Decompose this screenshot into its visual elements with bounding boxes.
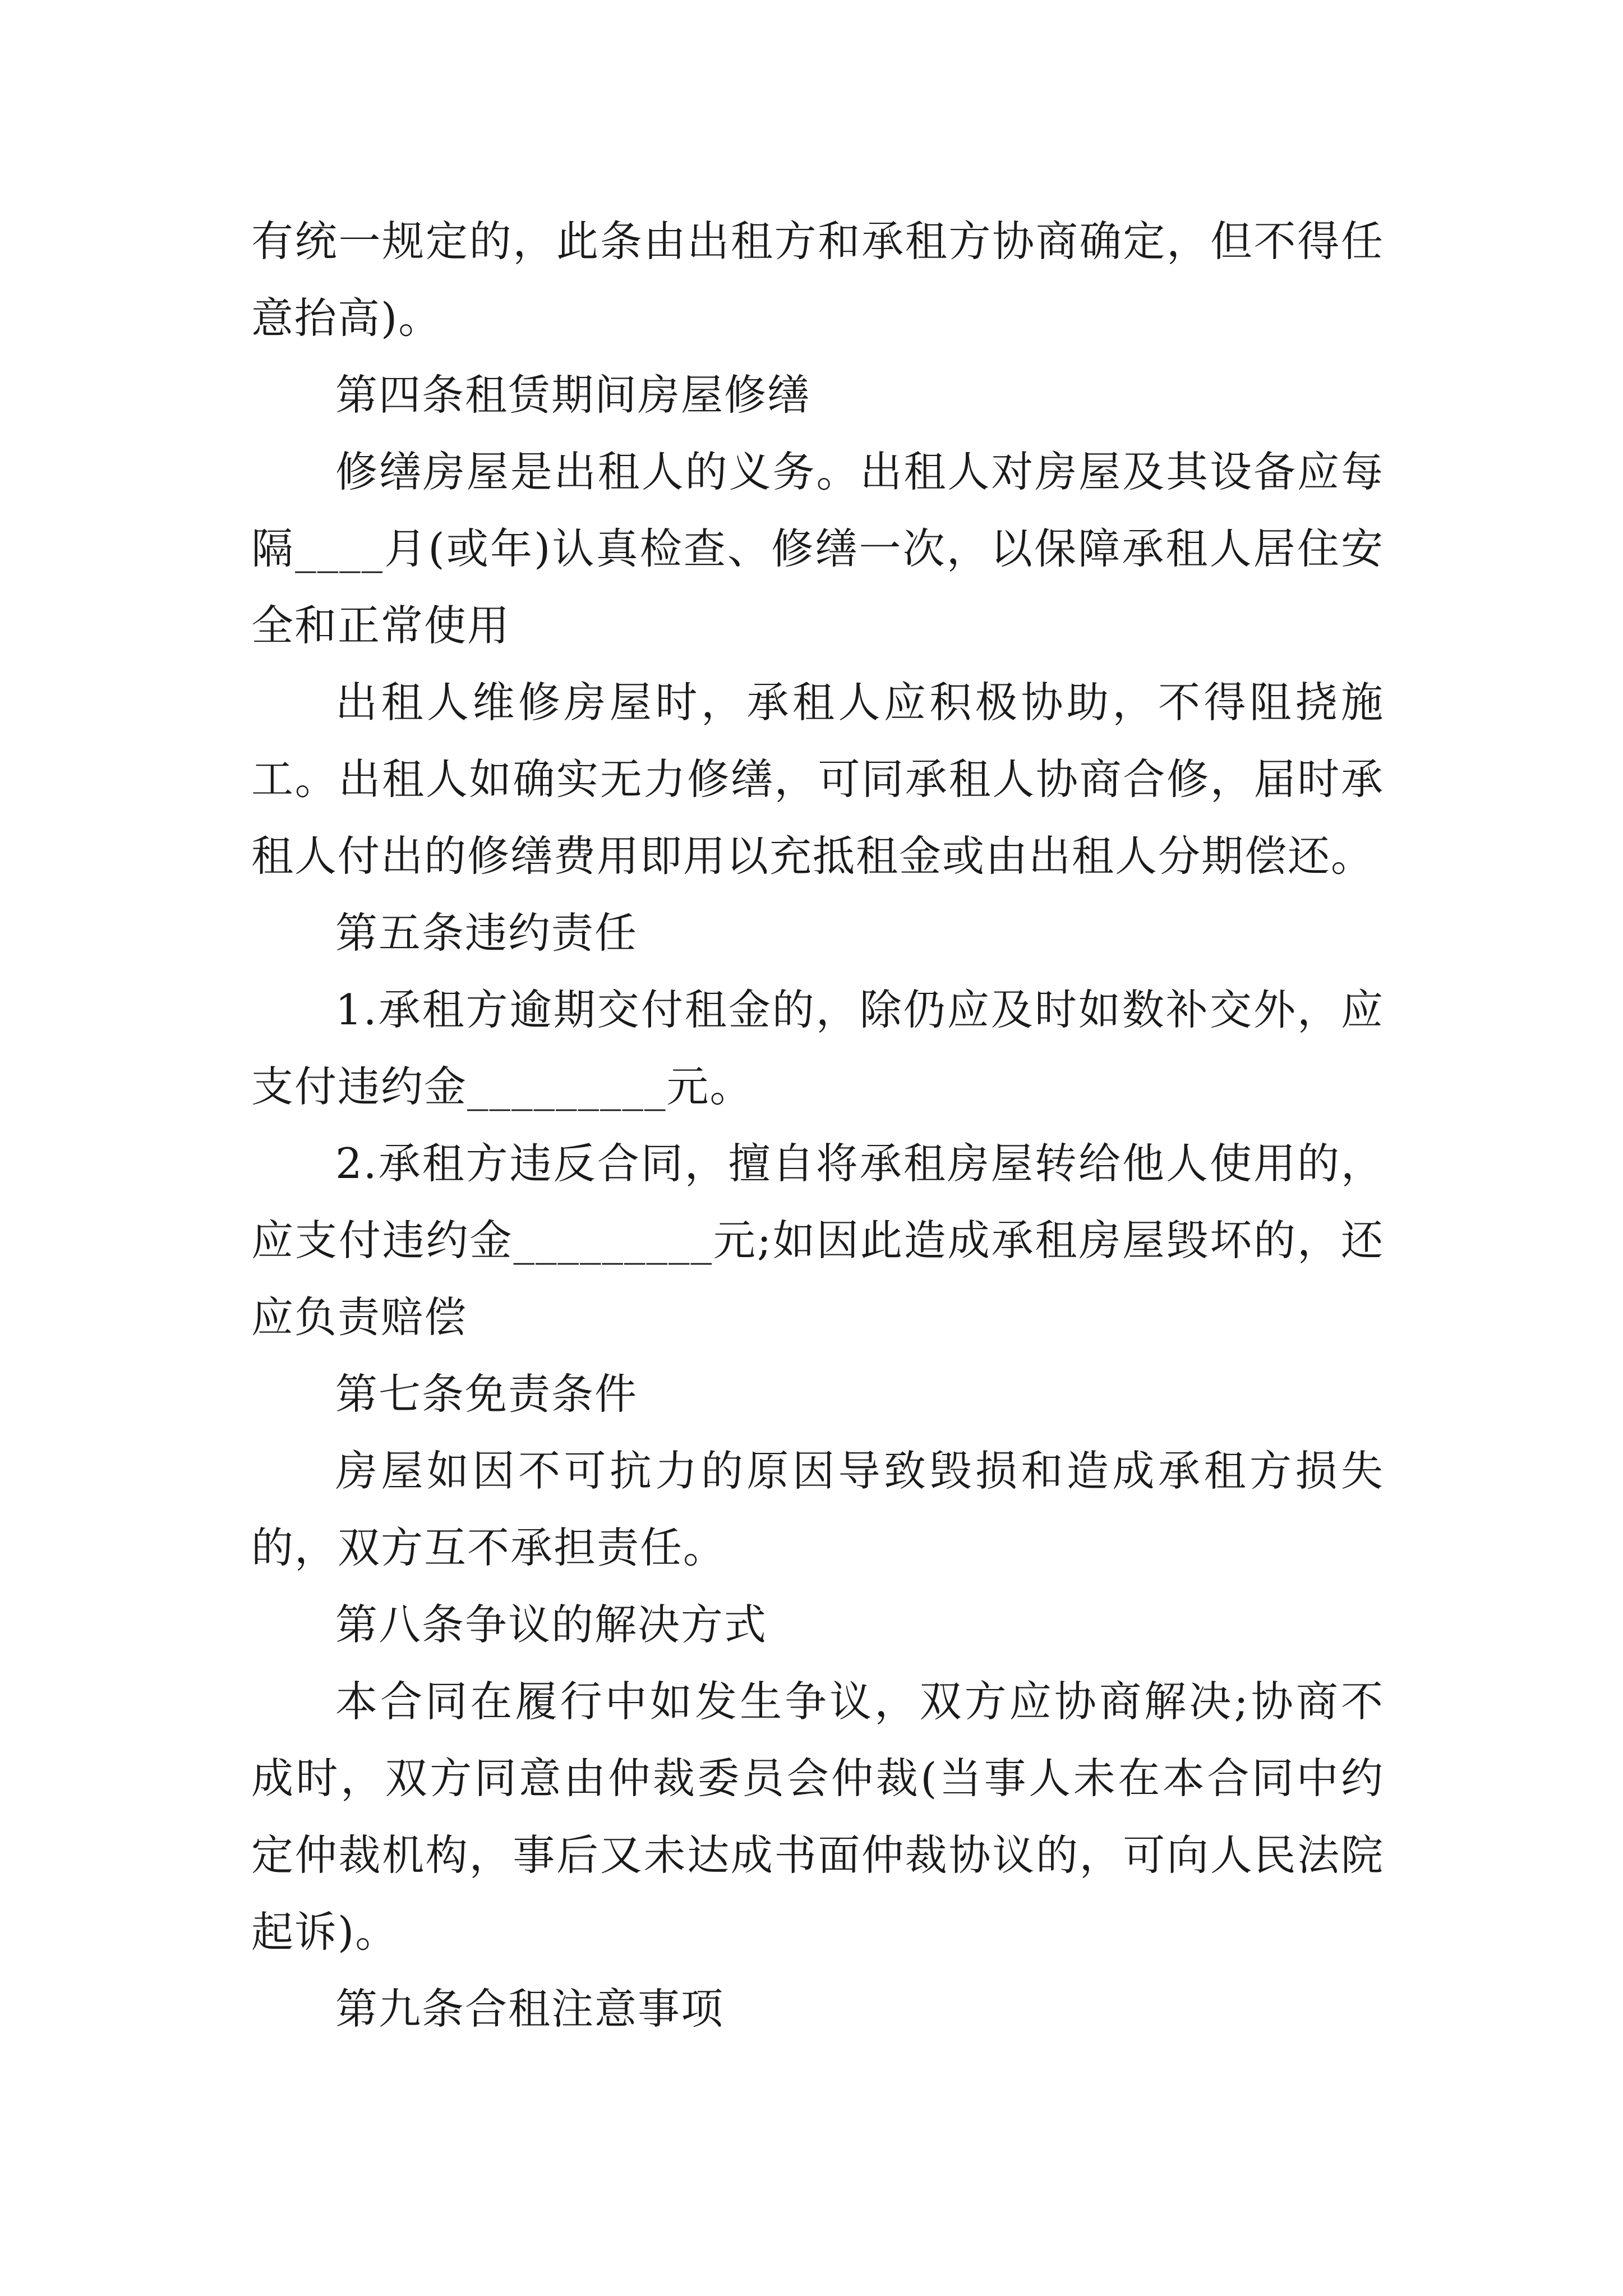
heading-article-8: 第八条争议的解决方式 [335, 1600, 768, 1649]
heading-article-9: 第九条合租注意事项 [335, 1984, 725, 2033]
heading-article-5: 第五条违约责任 [335, 908, 638, 958]
heading-article-7: 第七条免责条件 [335, 1369, 638, 1419]
paragraph-force-majeure: 房屋如因不可抗力的原因导致毁损和造成承租方损失的，双方互不承担责任。 [251, 1446, 1384, 1572]
paragraph-liability-2: 2.承租方违反合同，擅自将承租房屋转给他人使用的，应支付违约金_________元;如因此造成承租房屋毁坏的，还应负责赔偿 [251, 1139, 1384, 1342]
paragraph-repair-duty: 修缮房屋是出租人的义务。出租人对房屋及其设备应每隔____月(或年)认真检查、修缮一次，以保障承租人居住安全和正常使用 [251, 447, 1384, 650]
paragraph-continuation: 有统一规定的，此条由出租方和承租方协商确定，但不得任意抬高)。 [251, 217, 1384, 343]
heading-article-4: 第四条租赁期间房屋修缮 [335, 370, 811, 420]
document-page [251, 203, 1384, 2047]
paragraph-liability-1: 1.承租方逾期交付租金的，除仍应及时如数补交外，应支付违约金_________元。 [251, 985, 1384, 1111]
paragraph-dispute: 本合同在履行中如发生争议，双方应协商解决;协商不成时，双方同意由仲裁委员会仲裁(当事人未在本合同中约定仲裁机构，事后又未达成书面仲裁协议的，可向人民法院起诉)。 [251, 1677, 1384, 1957]
paragraph-repair-cooperation: 出租人维修房屋时，承租人应积极协助，不得阻挠施工。出租人如确实无力修缮，可同承租人协商合修，届时承租人付出的修缮费用即用以充抵租金或由出租人分期偿还。 [251, 678, 1384, 881]
